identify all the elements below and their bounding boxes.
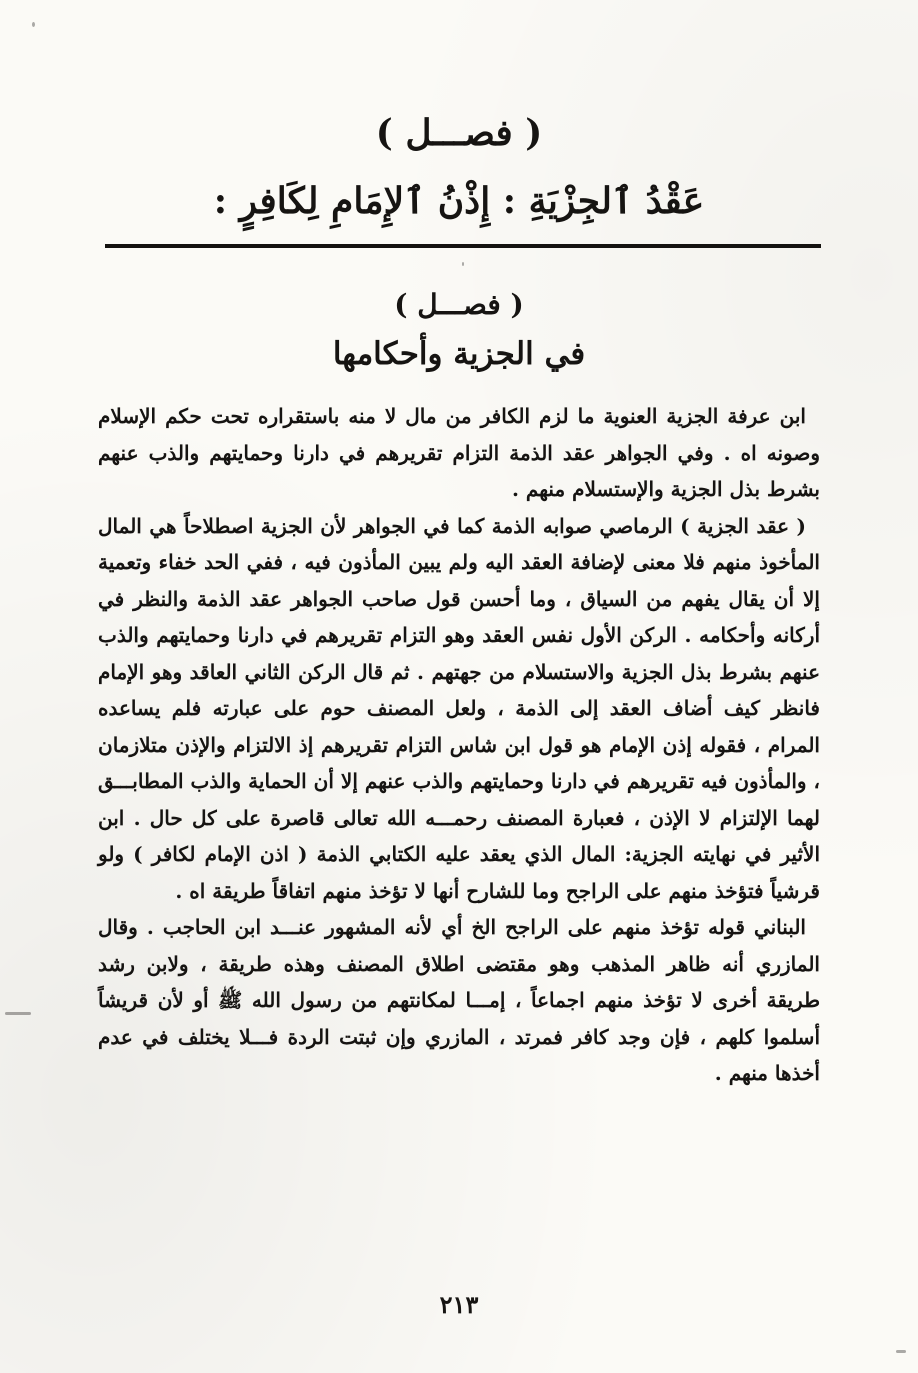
fasl-heading: ( فصـــل ) xyxy=(375,112,543,154)
scan-speck xyxy=(462,262,464,266)
paragraph-2: ( عقد الجزية ) الرماصي صوابه الذمة كما في الجواهر لأن الجزية اصطلاحاً هي المال المأخوذ منهم فلا معنى لإضافة العقد اليه ولم يبين المأذون فيه ، ففي الحد خفاء وتعمية إلا أن يقال يفهم من السياق ، وما أحسن قول صاحب الجواهر عقد الذمة والنظر في أركانه وأحكامه . الركن الأول نفس العقد وهو التزام تقريرهم في دارنا وحمايتهم والذب عنهم بشرط بذل الجزية والاستسلام من جهتهم . ثم قال الركن الثاني العاقد وهو الإمام فانظر كيف أضاف العقد إلى الذمة ، ولعل المصنف حوم على عبارته فلم يساعده المرام ، فقوله إذن الإمام هو قول ابن شاس التزام تقريرهم إذ الالتزام والإذن متلازمان ، والمأذون فيه تقريرهم في دارنا وحمايتهم والذب عنهم إلا أن الحماية والذب المطابـــق لهما الإلتزام لا الإذن ، فعبارة المصنف رحمـــه الله تعالى قاصرة على كل حال . ابن الأثير في نهايته الجزية: المال الذي يعقد عليه الكتابي الذمة ( اذن الإمام لكافر ) ولو قرشياً فتؤخذ منهم على الراجح وما للشارح أنها لا تؤخذ منهم اتفاقاً طريقة اه . xyxy=(98,513,820,903)
chapter-title: عَقْدُ ٱلجِزْيَةِ : إِذْنُ ٱلإِمَامِ لِكَافِرٍ : xyxy=(213,180,705,222)
paragraph-3: البناني قوله تؤخذ منهم على الراجح الخ أي لأنه المشهور عنـــد ابن الحاجب . وقال المازري أنه ظاهر المذهب وهو مقتضى اطلاق المصنف وهذه طريقة ، ولابن رشد طريقة أخرى لا تؤخذ منهم اجماعاً ، إمـــا لمكانتهم من رسول الله ﷺ أو لأن قريشاً أسلموا كلهم ، فإن وجد كافر فمرتد ، المازري وإن ثبتت الردة فـــلا يختلف في عدم أخذها منهم . xyxy=(98,915,820,1085)
scan-speck xyxy=(5,1012,31,1015)
scan-speck xyxy=(32,22,35,27)
section-fasl-label: ( فصـــل ) xyxy=(394,288,524,321)
section-title: في الجزية وأحكامها xyxy=(332,336,586,372)
scan-speck xyxy=(896,1350,906,1353)
page-number: ٢١٣ xyxy=(439,1290,479,1319)
paragraph-1: ابن عرفة الجزية العنوية ما لزم الكافر من مال لا منه باستقراره تحت حكم الإسلام وصونه اه . وفي الجواهر عقد الذمة التزام تقريرهم في دارنا وحمايتهم والذب عنهم بشرط بذل الجزية والإستسلام منهم . xyxy=(98,404,820,501)
title-divider xyxy=(105,244,821,248)
body-text xyxy=(98,398,820,1092)
